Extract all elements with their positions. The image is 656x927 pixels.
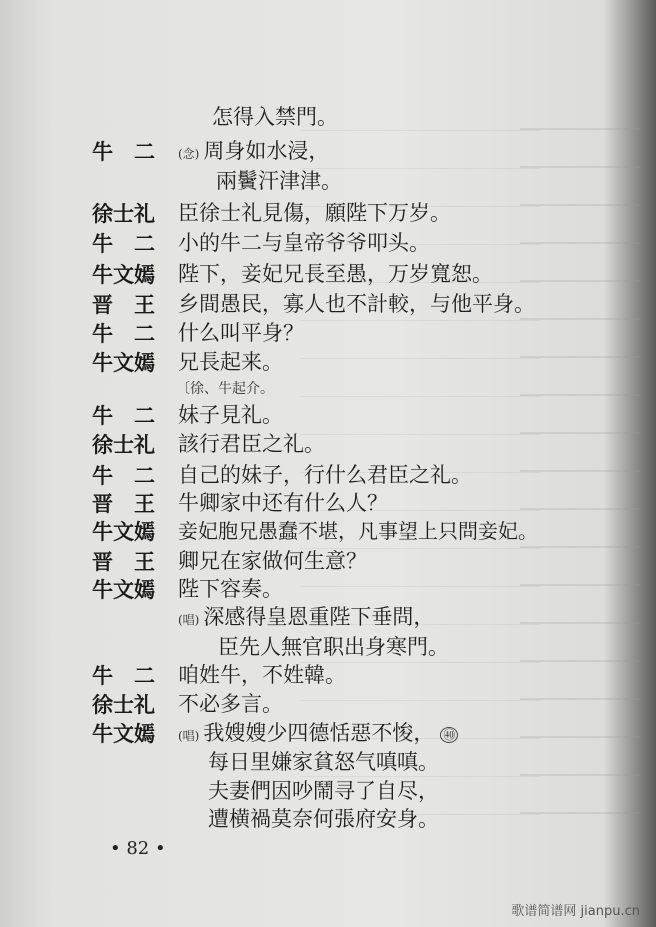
line-text: 乡間愚民，寡人也不計較，与他平身。	[178, 292, 535, 316]
speaker-name: 牛文嫣	[92, 350, 155, 375]
line-text: 自己的妹子，行什么君臣之礼。	[178, 463, 472, 487]
speaker-name: 徐士礼	[92, 692, 155, 717]
speaker-name: 牛 二	[92, 321, 155, 346]
script-line	[178, 548, 367, 574]
site-watermark: 歌谱简谱网 jianpu.cn	[511, 904, 640, 919]
line-text: 深感得皇恩重陛下垂問，	[203, 605, 435, 629]
line-text: 遭横禍莫奈何張府安身。	[208, 807, 439, 831]
speaker-name: 牛 二	[92, 231, 155, 256]
stage-direction: 〔徐、牛起介。	[176, 381, 274, 397]
line-text: 臣徐士礼見傷，願陛下万岁。	[178, 201, 451, 225]
script-line	[178, 431, 325, 457]
line-text: 周身如水浸，	[203, 139, 330, 163]
script-line	[178, 518, 538, 544]
speaker-name: 晋 王	[92, 292, 155, 317]
script-line	[208, 749, 439, 775]
line-text: 牛卿家中还有什么人？	[178, 491, 388, 515]
delivery-mark: (唱)	[178, 613, 200, 627]
footnote-marker: ㊵	[440, 727, 458, 743]
script-line	[208, 806, 439, 832]
line-text: 兩鬢汗津津。	[216, 169, 342, 193]
speaker-name: 徐士礼	[92, 432, 155, 457]
script-line	[178, 230, 430, 256]
delivery-mark: (念)	[178, 147, 200, 161]
script-line	[218, 634, 449, 660]
line-text: 妹子見礼。	[178, 403, 283, 427]
line-text: 陛下容奏。	[178, 577, 283, 601]
script-line	[178, 662, 346, 688]
line-text: 夫妻們因吵鬧寻了自尽，	[208, 779, 439, 803]
speaker-name: 牛文嫣	[92, 262, 155, 287]
line-text: 什么叫平身？	[178, 321, 304, 345]
script-line	[178, 576, 283, 602]
script-line	[178, 320, 304, 346]
line-text: 兄長起来。	[178, 350, 283, 374]
line-text: 小的牛二与皇帝爷爷叩头。	[178, 231, 430, 255]
script-line	[212, 104, 338, 130]
script-line	[178, 720, 458, 749]
speaker-name: 牛文嫣	[92, 721, 155, 746]
script-line	[178, 261, 493, 287]
bleed-through-margin	[520, 100, 640, 840]
delivery-mark: (唱)	[178, 729, 200, 743]
line-text: 臣先人無官职出身寒門。	[218, 635, 449, 659]
script-line	[208, 778, 439, 804]
script-line	[178, 402, 283, 428]
script-line	[178, 490, 388, 516]
page-number: • 82 •	[110, 838, 166, 859]
line-text: 卿兄在家做何生意？	[178, 549, 367, 573]
speaker-name: 徐士礼	[92, 201, 155, 226]
script-line	[178, 200, 451, 226]
speaker-name: 牛 二	[92, 139, 155, 164]
script-line	[178, 138, 329, 167]
speaker-name: 晋 王	[92, 549, 155, 574]
line-text: 每日里嫌家貧怒气嗔嗔。	[208, 750, 439, 774]
line-text: 咱姓牛，不姓韓。	[178, 663, 346, 687]
line-text: 妾妃胞兄愚蠢不堪，凡事望上只問妾妃。	[178, 519, 538, 543]
speaker-name: 牛文嫣	[92, 519, 155, 544]
line-text: 陛下，妾妃兄長至愚，万岁寬恕。	[178, 262, 493, 286]
script-line	[178, 462, 472, 488]
speaker-name: 牛 二	[92, 663, 155, 688]
script-line	[178, 691, 283, 717]
speaker-name: 牛 二	[92, 463, 155, 488]
line-text: 我嫂嫂少四德恬惡不悛，	[203, 721, 435, 745]
script-line	[178, 291, 535, 317]
script-line	[216, 168, 342, 194]
speaker-name: 牛文嫣	[92, 577, 155, 602]
line-text: 不必多言。	[178, 692, 283, 716]
line-text: 怎得入禁門。	[212, 105, 338, 129]
speaker-name: 牛 二	[92, 403, 155, 428]
script-line	[178, 349, 283, 375]
line-text: 該行君臣之礼。	[178, 432, 325, 456]
script-line	[178, 604, 434, 633]
speaker-name: 晋 王	[92, 491, 155, 516]
